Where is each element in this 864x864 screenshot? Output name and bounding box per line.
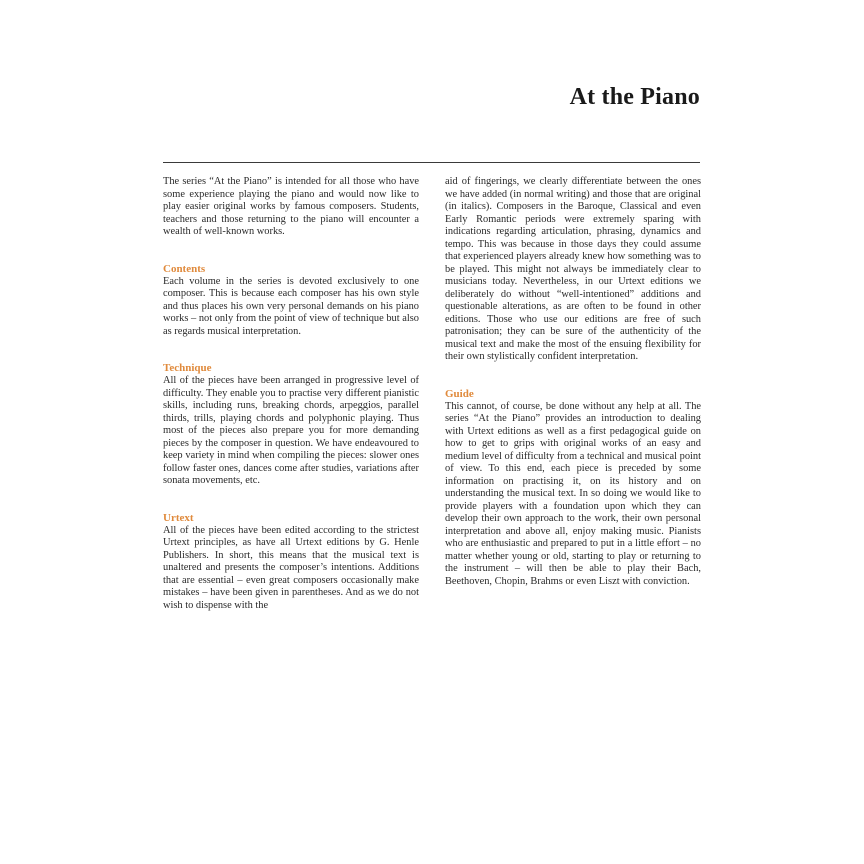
technique-paragraph: All of the pieces have been arranged in progressive level of difficulty. They enable you to practise very different pianistic skills, including runs, breaking chords, arpeggios, parallel thirds, trills, playing chords and polyphonic playing. Thus most of the pieces also prepare you for more demanding pieces by the composer in question. We have endeavoured to keep variety in mind when compiling the pieces: slower ones follow faster ones, dances come after studies, variations after sonata movements, etc. <box>163 375 419 486</box>
right-column <box>445 176 701 588</box>
guide-paragraph: This cannot, of course, be done without any help at all. The series “At the Piano” provides an introduction to dealing with Urtext editions as well as a first pedagogical guide on how to get to grips with original works of an easy and medium level of difficulty from a technical and musical point of view. To this end, each piece is preceded by some information on practising it, on its history and on understanding the musical text. In so doing we would like to provide players with a foundation upon which they can develop their own approach to the work, their own personal interpretation and above all, enjoy making music. Pianists who are enthusiastic and prepared to put in a little effort – no matter whether young or old, starting to play or returning to the instrument – will then be able to play their Bach, Beethoven, Chopin, Brahms or even Liszt with conviction. <box>445 400 701 587</box>
technique-heading: Technique <box>163 362 212 374</box>
contents-paragraph: Each volume in the series is devoted exclusively to one composer. This is because each composer has his own style and thus places his own very personal demands on his piano works – not only from the point of view of technique but also as regards musical interpretation. <box>163 275 419 337</box>
title-divider <box>163 162 700 163</box>
page-title: At the Piano <box>569 84 700 110</box>
contents-heading: Contents <box>163 262 206 275</box>
guide-heading: Guide <box>445 387 474 400</box>
intro-paragraph: The series “At the Piano” is intended for all those who have some experience playing the piano and would now like to play easier original works by famous composers. Students, teachers and those returning to the piano will encounter a wealth of well-known works. <box>163 176 419 237</box>
urtext-paragraph: All of the pieces have been edited according to the strictest Urtext principles, as have all Urtext editions by G. Henle Publishers. In short, this means that the musical text is unaltered and presents the composer’s intentions. Additions that are essential – even great composers occasionally make mistakes – have been given in parentheses. And as we do not wish to dispense with the <box>163 524 419 611</box>
urtext-heading: Urtext <box>163 511 194 524</box>
urtext-continuation-paragraph: aid of fingerings, we clearly differentiate between the ones we have added (in normal writing) and those that are original (in italics). Composers in the Baroque, Classical and even Early Romantic periods were extremely sparing with indications regarding articulation, phrasing, dynamics and tempo. This was because in those days they could assume that experienced players already knew how something was to be played. This might not always be immediately clear to musicians today. Nevertheless, in our Urtext editions we deliberately do without “well-intentioned” additions and questionable alterations, as are often to be found in other editions. Those who use our editions are free of such patronisation; they can be sure of the authenticity of the musical text and make the most of the ensuing flexibility for their own stylistically confident interpretation. <box>445 176 701 362</box>
left-column <box>163 176 419 612</box>
